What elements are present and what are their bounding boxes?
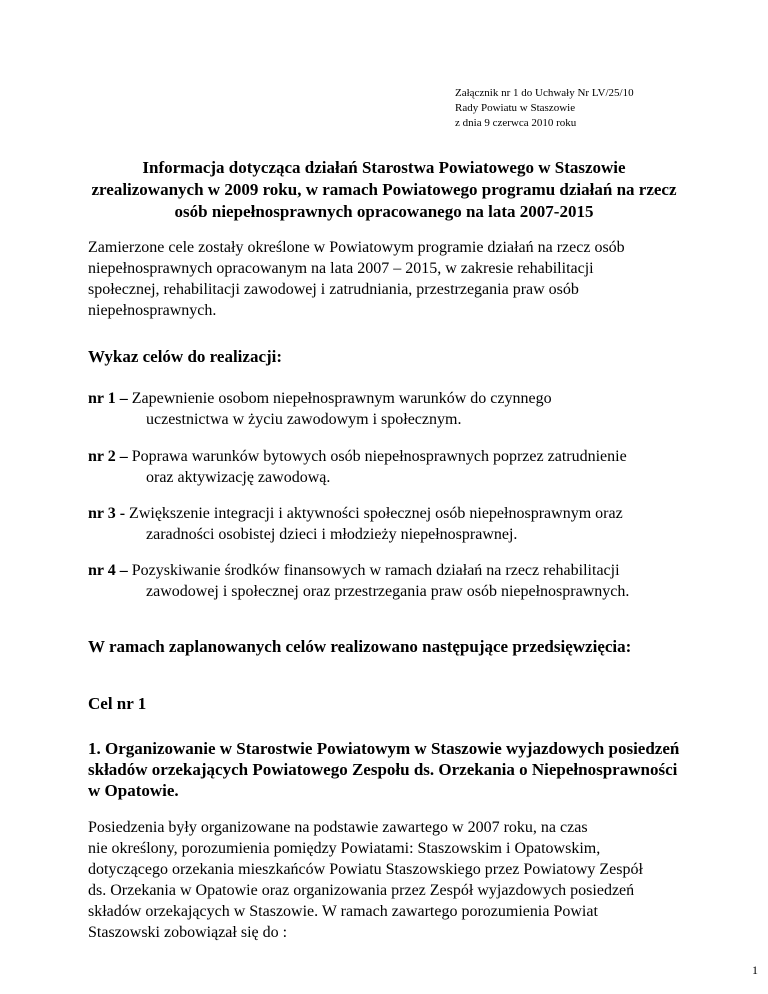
goal-text-cont: zaradności osobistej dzieci i młodzieży niepełnosprawnej. [146,526,518,543]
goal-item-2 [88,446,627,488]
annex-line: z dnia 9 czerwca 2010 roku [455,117,577,129]
goal-item-4 [88,560,629,602]
goal-text: Zwiększenie integracji i aktywności społecznej osób niepełnosprawnym oraz [129,505,623,522]
goal-text-cont: oraz aktywizację zawodową. [146,469,331,486]
section-1-body [88,817,643,943]
intro-line: Zamierzone cele zostały określone w Powiatowym programie działań na rzecz osób [88,239,625,256]
goal-text-cont: zawodowej i społecznej oraz przestrzegania praw osób niepełnosprawnych. [146,583,630,600]
annex-note [455,86,634,131]
goal-text: Pozyskiwanie środków finansowych w ramach działań na rzecz rehabilitacji [131,562,620,579]
goal-text: Poprawa warunków bytowych osób niepełnosprawnych poprzez zatrudnienie [131,448,627,465]
goal-label: nr 3 - [88,505,130,522]
body-line: Staszowski zobowiązał się do : [88,924,288,941]
goal-label: nr 2 – [88,448,132,465]
body-line: Posiedzenia były organizowane na podstawie zawartego w 2007 roku, na czas [88,819,588,836]
document-title [0,157,768,223]
body-line: składów orzekających w Staszowie. W ramach zawartego porozumienia Powiat [88,903,598,920]
intro-line: niepełnosprawnych. [88,302,217,319]
section-1-line: w Opatowie. [88,781,179,800]
section-1-heading [88,738,679,801]
title-line: osób niepełnosprawnych opracowanego na lata 2007-2015 [174,202,594,221]
goal-text: Zapewnienie osobom niepełnosprawnym warunków do czynnego [131,390,552,407]
activities-heading: W ramach zaplanowanych celów realizowano następujące przedsięwzięcia: [88,637,632,656]
goal-item-1 [88,388,552,430]
goal-label: nr 1 – [88,390,132,407]
title-line: Informacja dotycząca działań Starostwa Powiatowego w Staszowie [142,158,626,177]
body-line: dotyczącego orzekania mieszkańców Powiatu Staszowskiego przez Powiatowy Zespół [88,861,643,878]
title-line: zrealizowanych w 2009 roku, w ramach Powiatowego programu działań na rzecz [91,180,677,199]
intro-paragraph [88,237,625,321]
page-number: 1 [752,963,758,977]
body-line: nie określony, porozumienia pomiędzy Powiatami: Staszowskim i Opatowskim, [88,840,601,857]
annex-line: Załącznik nr 1 do Uchwały Nr LV/25/10 [455,87,634,99]
annex-line: Rady Powiatu w Staszowie [455,102,576,114]
body-line: ds. Orzekania w Opatowie oraz organizowania przez Zespół wyjazdowych posiedzeń [88,882,635,899]
goal-section-heading: Cel nr 1 [88,694,147,713]
intro-line: niepełnosprawnych opracowanym na lata 2007 – 2015, w zakresie rehabilitacji [88,260,594,277]
goal-item-3 [88,503,623,545]
intro-line: społecznej, rehabilitacji zawodowej i zatrudniania, przestrzegania praw osób [88,281,579,298]
goals-heading: Wykaz celów do realizacji: [88,347,283,366]
section-1-line: 1. Organizowanie w Starostwie Powiatowym w Staszowie wyjazdowych posiedzeń [88,739,680,758]
goal-label: nr 4 – [88,562,132,579]
section-1-line: składów orzekających Powiatowego Zespołu ds. Orzekania o Niepełnosprawności [88,760,678,779]
goal-text-cont: uczestnictwa w życiu zawodowym i społecznym. [146,411,462,428]
